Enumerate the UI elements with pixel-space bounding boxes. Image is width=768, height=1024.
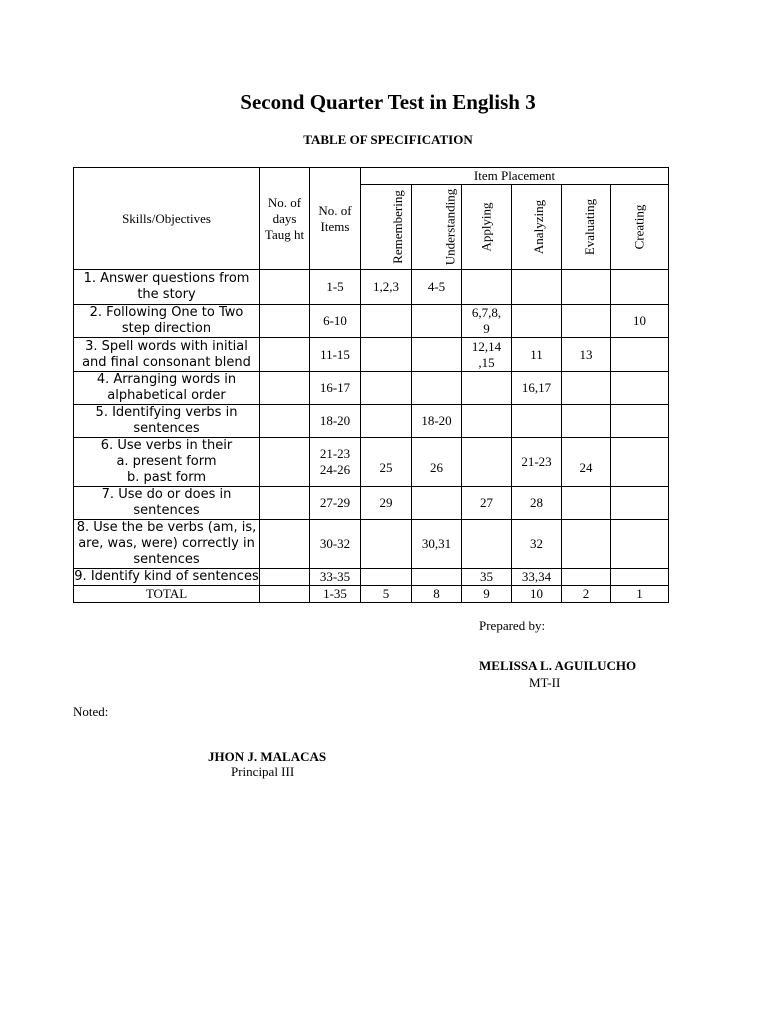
creating-cell bbox=[611, 487, 669, 520]
noted-label: Noted: bbox=[73, 704, 109, 719]
table-row bbox=[74, 438, 669, 487]
creating-cell: 10 bbox=[611, 305, 669, 338]
applying-cell: 12,14 ,15 bbox=[462, 338, 512, 372]
items-cell: 6-10 bbox=[310, 305, 361, 338]
header-remembering: Remembering bbox=[361, 185, 412, 270]
total-evaluating-cell: 2 bbox=[562, 586, 611, 603]
creating-cell bbox=[611, 520, 669, 569]
evaluating-cell: 24 bbox=[562, 438, 611, 487]
noter-name: JHON J. MALACAS bbox=[208, 749, 327, 764]
total-creating-cell: 1 bbox=[611, 586, 669, 603]
evaluating-cell bbox=[562, 520, 611, 569]
table-row bbox=[74, 405, 669, 438]
applying-cell: 6,7,8, 9 bbox=[462, 305, 512, 338]
items-cell: 27-29 bbox=[310, 487, 361, 520]
remembering-cell: 25 bbox=[361, 438, 412, 487]
total-understanding-cell: 8 bbox=[412, 586, 462, 603]
understanding-cell bbox=[412, 338, 462, 372]
total-days-cell bbox=[260, 586, 310, 603]
skill-cell: 1. Answer questions from the story bbox=[74, 270, 260, 305]
header-analyzing: Analyzing bbox=[512, 185, 562, 270]
prepared-by-label: Prepared by: bbox=[479, 618, 546, 633]
items-cell: 21-23 24-26 bbox=[310, 438, 361, 487]
document-title: Second Quarter Test in English 3 bbox=[240, 90, 536, 114]
table-subtitle: TABLE OF SPECIFICATION bbox=[303, 132, 473, 147]
creating-cell bbox=[611, 372, 669, 405]
header-evaluating: Evaluating bbox=[562, 185, 611, 270]
applying-cell: 27 bbox=[462, 487, 512, 520]
header-applying: Applying bbox=[462, 185, 512, 270]
items-cell: 16-17 bbox=[310, 372, 361, 405]
remembering-cell bbox=[361, 569, 412, 586]
remembering-cell bbox=[361, 338, 412, 372]
skill-cell: 2. Following One to Two step direction bbox=[74, 305, 260, 338]
table-row bbox=[74, 305, 669, 338]
total-label: TOTAL bbox=[74, 586, 260, 603]
total-analyzing-cell: 10 bbox=[512, 586, 562, 603]
skill-cell: 3. Spell words with initial and final consonant blend bbox=[74, 338, 260, 372]
analyzing-cell: 21-23 bbox=[512, 438, 562, 487]
creating-cell bbox=[611, 270, 669, 305]
days-cell bbox=[260, 438, 310, 487]
analyzing-cell: 33,34 bbox=[512, 569, 562, 586]
analyzing-cell bbox=[512, 305, 562, 338]
skill-cell: 4. Arranging words in alphabetical order bbox=[74, 372, 260, 405]
days-cell bbox=[260, 372, 310, 405]
applying-cell bbox=[462, 372, 512, 405]
days-cell bbox=[260, 405, 310, 438]
header-skills: Skills/Objectives bbox=[74, 168, 260, 270]
total-applying-cell: 9 bbox=[462, 586, 512, 603]
skill-cell: 9. Identify kind of sentences bbox=[74, 569, 259, 584]
analyzing-cell: 16,17 bbox=[512, 372, 562, 405]
days-cell bbox=[260, 270, 310, 305]
noter-title: Principal III bbox=[231, 764, 295, 779]
remembering-cell: 1,2,3 bbox=[361, 270, 412, 305]
header-creating: Creating bbox=[611, 185, 669, 270]
header-no-of-items: No. of Items bbox=[310, 168, 361, 270]
header-item-placement: Item Placement bbox=[361, 168, 669, 185]
understanding-cell bbox=[412, 487, 462, 520]
analyzing-cell bbox=[512, 405, 562, 438]
applying-cell: 35 bbox=[462, 569, 512, 586]
understanding-cell: 26 bbox=[412, 438, 462, 487]
table-row bbox=[74, 487, 669, 520]
creating-cell bbox=[611, 338, 669, 372]
specification-table bbox=[73, 167, 669, 603]
applying-cell bbox=[462, 520, 512, 569]
skill-cell: 8. Use the be verbs (am, is, are, was, were) correctly in sentences bbox=[74, 520, 260, 569]
understanding-cell bbox=[412, 305, 462, 338]
applying-cell bbox=[462, 438, 512, 487]
skill-cell: 7. Use do or does in sentences bbox=[74, 487, 260, 520]
remembering-cell: 29 bbox=[361, 487, 412, 520]
analyzing-cell bbox=[512, 270, 562, 305]
preparer-title: MT-II bbox=[529, 675, 561, 690]
evaluating-cell bbox=[562, 270, 611, 305]
preparer-name: MELISSA L. AGUILUCHO bbox=[479, 658, 637, 673]
table-body bbox=[74, 270, 669, 603]
total-items-cell: 1-35 bbox=[310, 586, 361, 603]
table-header bbox=[74, 168, 669, 270]
items-cell: 18-20 bbox=[310, 405, 361, 438]
table-row bbox=[74, 520, 669, 569]
table-row bbox=[74, 569, 669, 586]
creating-cell bbox=[611, 405, 669, 438]
items-cell: 30-32 bbox=[310, 520, 361, 569]
understanding-cell: 18-20 bbox=[412, 405, 462, 438]
understanding-cell bbox=[412, 372, 462, 405]
applying-cell bbox=[462, 270, 512, 305]
evaluating-cell bbox=[562, 305, 611, 338]
days-cell bbox=[260, 338, 310, 372]
understanding-cell: 30,31 bbox=[412, 520, 462, 569]
skill-cell: 6. Use verbs in their a. present form b. past form bbox=[74, 438, 260, 487]
remembering-cell bbox=[361, 305, 412, 338]
analyzing-cell: 28 bbox=[512, 487, 562, 520]
evaluating-cell: 13 bbox=[562, 338, 611, 372]
understanding-cell: 4-5 bbox=[412, 270, 462, 305]
creating-cell bbox=[611, 438, 669, 487]
header-understanding: Understanding bbox=[412, 185, 462, 270]
table-row bbox=[74, 338, 669, 372]
table-row bbox=[74, 270, 669, 305]
days-cell bbox=[260, 520, 310, 569]
evaluating-cell bbox=[562, 405, 611, 438]
remembering-cell bbox=[361, 372, 412, 405]
creating-cell bbox=[611, 569, 669, 586]
evaluating-cell bbox=[562, 569, 611, 586]
days-cell bbox=[260, 305, 310, 338]
remembering-cell bbox=[361, 405, 412, 438]
items-cell: 1-5 bbox=[310, 270, 361, 305]
days-cell bbox=[260, 569, 310, 586]
evaluating-cell bbox=[562, 372, 611, 405]
analyzing-cell: 32 bbox=[512, 520, 562, 569]
header-days-taught: No. of days Taug ht bbox=[260, 168, 310, 270]
analyzing-cell: 11 bbox=[512, 338, 562, 372]
applying-cell bbox=[462, 405, 512, 438]
total-remembering-cell: 5 bbox=[361, 586, 412, 603]
days-cell bbox=[260, 487, 310, 520]
table-row bbox=[74, 372, 669, 405]
remembering-cell bbox=[361, 520, 412, 569]
items-cell: 33-35 bbox=[310, 569, 361, 586]
skill-cell: 5. Identifying verbs in sentences bbox=[74, 405, 260, 438]
evaluating-cell bbox=[562, 487, 611, 520]
understanding-cell bbox=[412, 569, 462, 586]
items-cell: 11-15 bbox=[310, 338, 361, 372]
total-row bbox=[74, 586, 669, 603]
